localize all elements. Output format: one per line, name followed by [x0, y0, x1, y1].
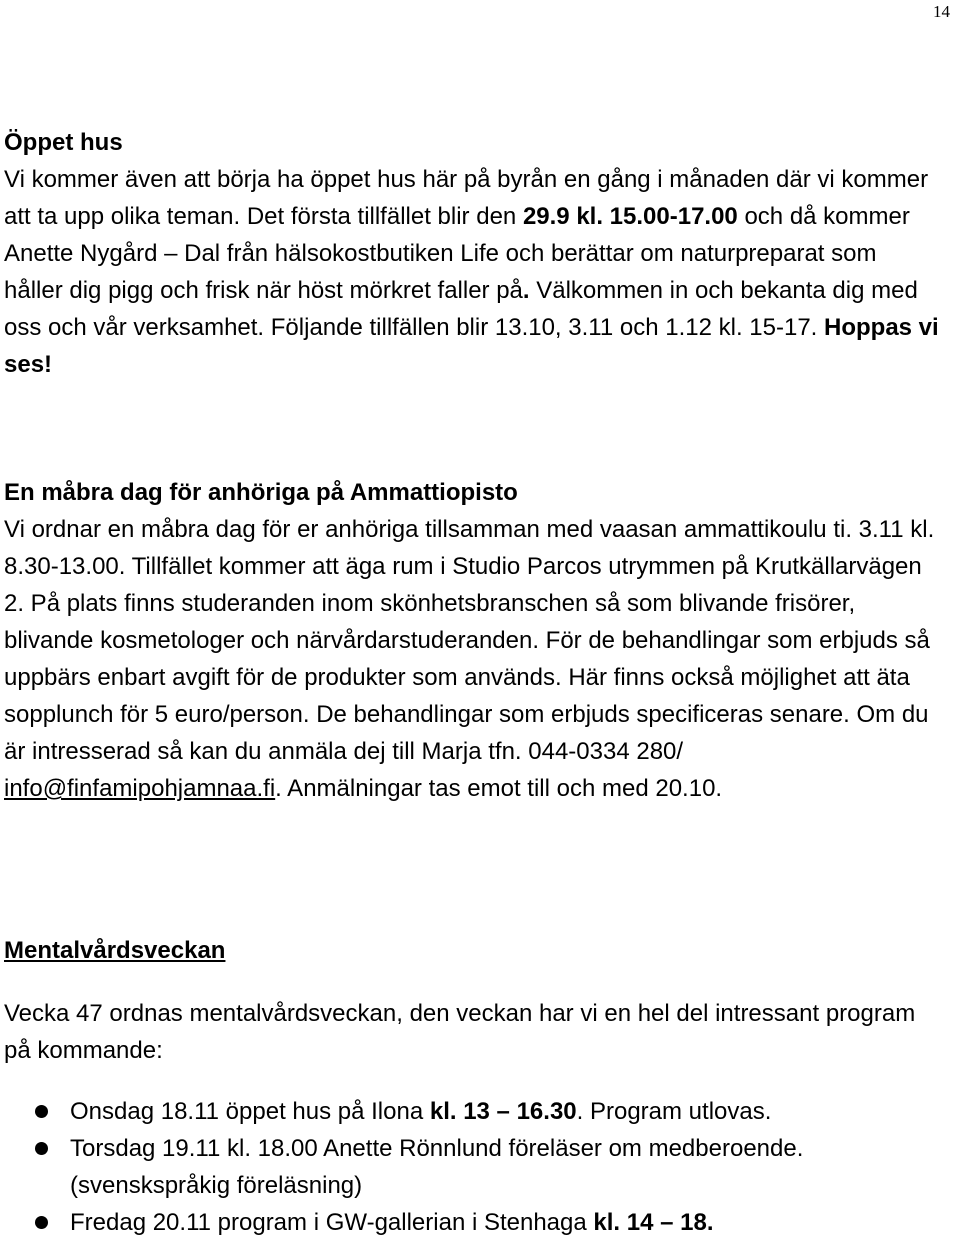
bold-text: Hoppas vi ses!	[4, 314, 939, 378]
list-item-text: Torsdag 19.11 kl. 18.00 Anette Rönnlund föreläser om medberoende. (svenskspråkig föreläsning)	[70, 1135, 804, 1199]
section-oppet-hus	[4, 124, 940, 383]
bold-text: kl. 14 – 18.	[593, 1209, 714, 1236]
list-item	[4, 1093, 940, 1130]
list-item-text: Fredag 20.11 program i GW-gallerian i Stenhaga	[70, 1209, 594, 1236]
paragraph-text: och då kommer Anette Nygård – Dal från hälsokostbutiken Life och berättar om naturpreparat som håller dig pigg och frisk när höst mörkret faller på	[4, 203, 910, 304]
email-link[interactable]: info@finfamipohjamnaa.fi	[4, 775, 276, 802]
section-mentalvardsveckan	[4, 932, 940, 1241]
bold-text: .	[522, 277, 530, 304]
section-mabra-dag	[4, 474, 940, 807]
list-item-text: Onsdag 18.11 öppet hus på Ilona	[70, 1098, 430, 1125]
list-item-text: . Program utlovas.	[576, 1098, 772, 1125]
bullet-icon	[35, 1142, 48, 1155]
section-intro: Vecka 47 ordnas mentalvårdsveckan, den veckan har vi en hel del intressant program på kommande:	[4, 1000, 916, 1064]
section-heading: Mentalvårdsveckan	[4, 937, 226, 964]
bullet-icon	[35, 1105, 48, 1118]
paragraph-text: Vi kommer även att börja ha öppet hus här på byrån en gång i månaden där vi kommer att ta upp olika teman. Det första tillfället blir den	[4, 166, 929, 230]
paragraph-text: Välkommen in och bekanta dig med oss och vår verksamhet. Följande tillfällen blir 13.10, 3.11 och 1.12 kl. 15-17.	[4, 277, 918, 341]
section-paragraph	[4, 161, 940, 383]
section-heading: En måbra dag för anhöriga på Ammattiopisto	[4, 479, 518, 506]
section-paragraph	[4, 511, 940, 807]
bold-text: 29.9 kl. 15.00-17.00	[522, 203, 738, 230]
list-item	[4, 1130, 940, 1204]
paragraph-text: . Anmälningar tas emot till och med 20.10.	[275, 775, 723, 802]
list-item	[4, 1204, 940, 1241]
event-list	[4, 1093, 940, 1241]
bullet-icon	[35, 1216, 48, 1229]
section-heading: Öppet hus	[4, 129, 123, 156]
page-number: 14	[933, 2, 950, 21]
paragraph-text: Vi ordnar en måbra dag för er anhöriga tillsamman med vaasan ammattikoulu ti. 3.11 kl. 8.30-13.00. Tillfället kommer att äga rum i Studio Parcos utrymmen på Krutkällarvägen 2. På plats finns studeranden inom skönhetsbranschen så som blivande frisörer, blivande kosmetologer och närvårdarstuderanden. För de behandlingar som erbjuds så uppbärs enbart avgift för de produkter som används. Här finns också möjlighet att äta sopplunch för 5 euro/person. De behandlingar som erbjuds specificeras senare. Om du är intresserad så kan du anmäla dej till Marja tfn. 044-0334 280/	[4, 516, 935, 765]
bold-text: kl. 13 – 16.30	[429, 1098, 577, 1125]
